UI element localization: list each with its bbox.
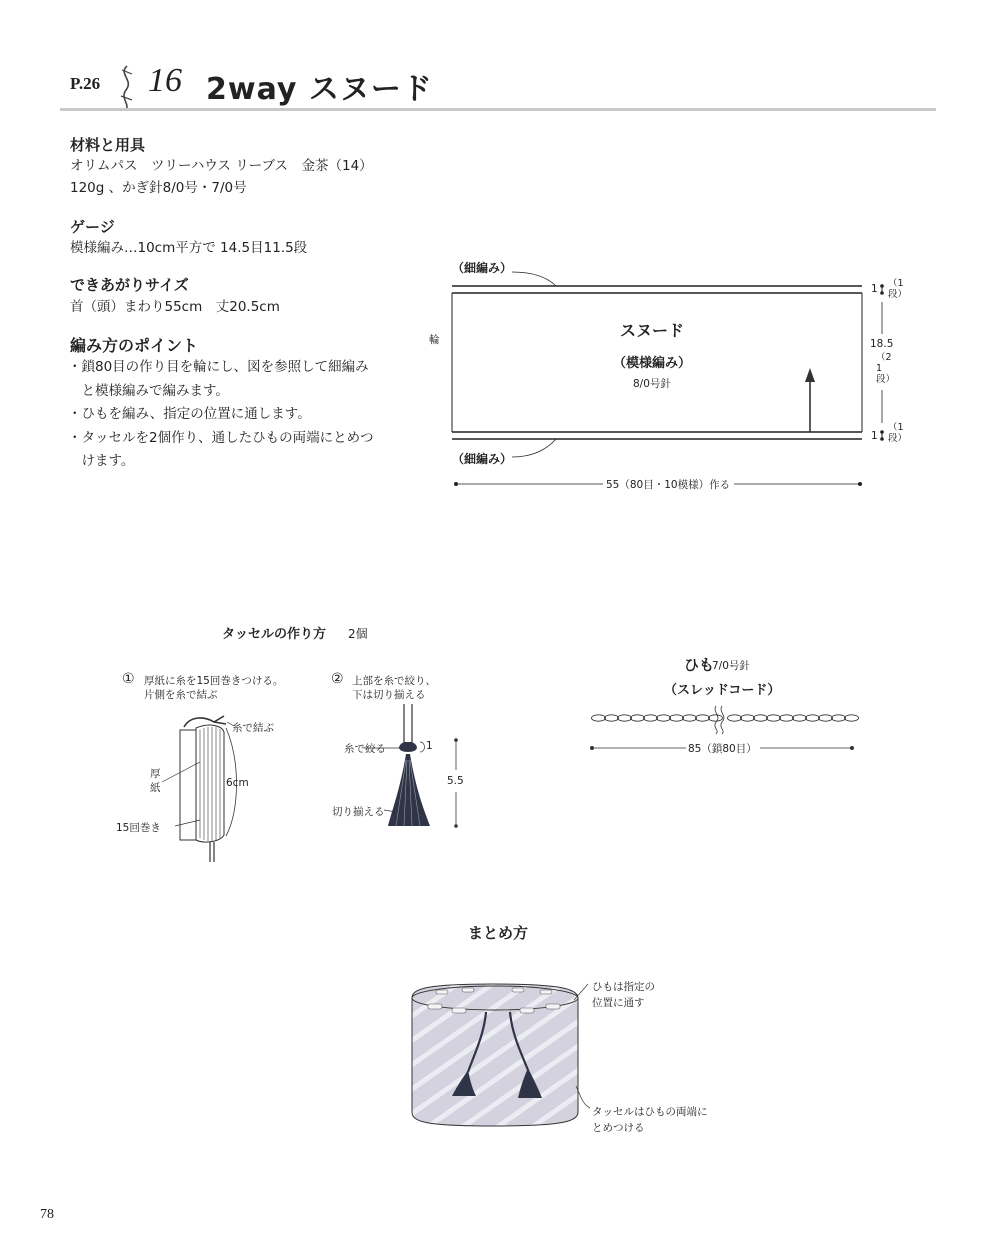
materials-line-2: 120g 、かぎ針8/0号・7/0号 xyxy=(70,180,247,196)
finishing-note-1-line1: ひもは指定の xyxy=(592,981,655,993)
materials-heading: 材料と用具 xyxy=(70,136,146,154)
snood-width-label: 55（80目・10模様）作る xyxy=(606,479,731,491)
cord-heading: ひも xyxy=(684,656,715,674)
snood-body-title: スヌード xyxy=(620,321,685,340)
tassel-height-label: 6cm xyxy=(226,777,249,789)
size-heading: できあがりサイズ xyxy=(70,276,189,294)
middle-rows: （21段） xyxy=(876,352,896,385)
tassel-heading: タッセルの作り方 xyxy=(222,627,327,642)
tassel-step1-line1: 厚紙に糸を15回巻きつける。 xyxy=(144,675,284,687)
bottom-rows-unit: （1段） xyxy=(888,422,908,444)
page-reference: P.26 xyxy=(70,74,101,93)
cardboard-label-2: 紙 xyxy=(150,782,161,794)
trim-label: 切り揃える xyxy=(332,806,385,818)
page-number: 78 xyxy=(40,1207,54,1222)
finishing-note-2-line2: とめつける xyxy=(592,1122,645,1134)
page-title: 2way スヌード xyxy=(206,72,433,107)
cinch-size: 1 xyxy=(426,740,433,752)
top-rows-unit: （1段） xyxy=(888,278,908,300)
top-band-label: （細編み） xyxy=(452,261,513,275)
cardboard-label-1: 厚 xyxy=(150,768,161,780)
finishing-heading: まとめ方 xyxy=(468,924,529,942)
snood-body-pattern: （模様編み） xyxy=(613,356,692,371)
wraps-label: 15回巻き xyxy=(116,822,161,834)
gauge-text: 模様編み…10cm平方で 14.5目11.5段 xyxy=(70,240,308,256)
bottom-band-label: （細編み） xyxy=(452,452,513,466)
cord-needle: 7/0号針 xyxy=(712,660,750,672)
cinch-label: 糸で絞る xyxy=(344,743,386,755)
points-line: ・鎖80目の作り目を輪にし、図を参照して細編み xyxy=(68,359,369,375)
tassel-step2-line1: 上部を糸で絞り、 xyxy=(352,675,436,687)
tassel-step1-line2: 片側を糸で結ぶ xyxy=(144,689,218,701)
cord-type: （スレッドコード） xyxy=(664,683,781,698)
finishing-note-1-line2: 位置に通す xyxy=(592,997,645,1009)
points-line: と模様編みで編みます。 xyxy=(68,382,229,399)
tassel-length-label: 5.5 xyxy=(447,775,464,787)
tassel-step2-line2: 下は切り揃える xyxy=(352,689,426,701)
middle-length: 18.5 xyxy=(870,338,894,350)
points-line: ・ひもを編み、指定の位置に通します。 xyxy=(68,406,311,422)
materials-line-1: オリムパス ツリーハウス リーブス 金茶（14） xyxy=(70,158,373,174)
finishing-note-2-line1: タッセルはひもの両端に xyxy=(592,1106,708,1118)
points-line: けます。 xyxy=(68,453,135,469)
tassel-step2-number: ② xyxy=(331,671,344,687)
gauge-heading: ゲージ xyxy=(70,218,115,236)
cord-length-label: 85（鎖80目） xyxy=(688,743,757,755)
tie-label: 糸で結ぶ xyxy=(232,722,274,734)
tassel-step1-number: ① xyxy=(122,671,135,687)
tassel-count: 2個 xyxy=(348,627,368,641)
bottom-rows-count: 1 xyxy=(871,430,878,442)
item-number: 16 xyxy=(148,62,182,99)
top-rows-count: 1 xyxy=(871,283,878,295)
points-heading: 編み方のポイント xyxy=(70,336,199,355)
size-text: 首（頭）まわり55cm 丈20.5cm xyxy=(70,299,280,315)
snood-body-needle: 8/0号針 xyxy=(633,378,671,390)
points-line: ・タッセルを2個作り、通したひもの両端にとめつ xyxy=(68,429,374,446)
ring-label: 輪 xyxy=(429,334,440,346)
